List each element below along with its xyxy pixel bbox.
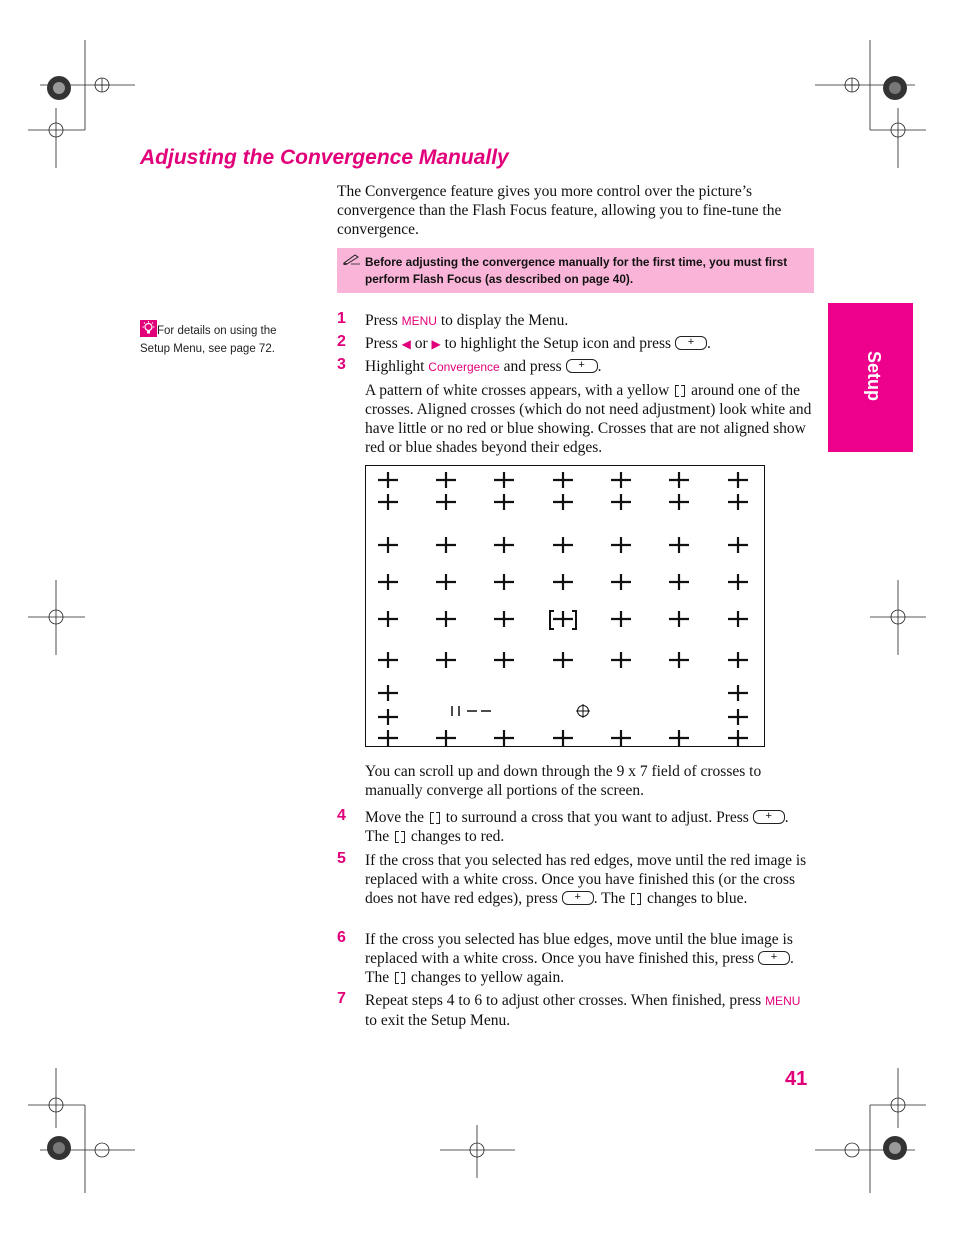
cross-mark [611, 472, 631, 488]
pencil-note-icon [343, 253, 361, 265]
step-7-number: 7 [337, 990, 346, 1007]
step-5-number: 5 [337, 850, 346, 867]
cross-mark [553, 537, 573, 553]
joystick-button-icon [566, 359, 598, 373]
cross-mark [494, 730, 514, 746]
cross-mark [611, 652, 631, 668]
step-6-text: If the cross you selected has blue edges, move until the blue image is replaced with a white cross. Once you have finished this, press +. The changes to yellow again. [365, 930, 813, 987]
tip-line-2: Setup Menu, see page 72. [140, 343, 275, 355]
cross-mark [494, 574, 514, 590]
cross-mark [669, 574, 689, 590]
cross-mark [494, 611, 514, 627]
status-indicator [452, 706, 491, 716]
step-5-text: If the cross that you selected has red edges, move until the red image is replaced with a white cross. Once you have finished this (or the cross does not have red edges), press +. The changes to blue. [365, 851, 813, 908]
scroll-paragraph: You can scroll up and down through the 9 x 7 field of crosses to manually converge all portions of the screen. [365, 763, 762, 799]
pattern-description: A pattern of white crosses appears, with a yellow around one of the crosses. Aligned crosses (which do not need adjustment) look white and have little or no red or blue showing. Crosses that are not aligned show red or blue shades beyond their edges. [365, 382, 812, 456]
cross-mark [378, 685, 398, 701]
note-text: Before adjusting the convergence manually for the first time, you must first perform Flash Focus (as described on page 40). [365, 255, 788, 286]
bracket-cursor-icon [430, 812, 440, 823]
step-3-number: 3 [337, 356, 346, 373]
cross-mark [728, 574, 748, 590]
cross-mark [378, 652, 398, 668]
cross-mark [669, 472, 689, 488]
cross-mark [669, 652, 689, 668]
step-4-number: 4 [337, 807, 346, 824]
cross-mark [728, 652, 748, 668]
convergence-screen [365, 465, 765, 747]
step-1-text: Press MENU to display the Menu. [365, 312, 569, 329]
cross-mark [728, 472, 748, 488]
cross-mark [378, 730, 398, 746]
cross-mark [728, 685, 748, 701]
cross-mark [728, 611, 748, 627]
cross-mark [494, 652, 514, 668]
step-2-text: Press ◀ or ▶ to highlight the Setup icon and press +. [365, 334, 815, 354]
joystick-button-icon [675, 336, 707, 350]
cross-mark [553, 472, 573, 488]
section-tab [828, 303, 913, 452]
lightbulb-icon [140, 320, 157, 337]
step-6-number: 6 [337, 929, 346, 946]
bracket-cursor-icon [675, 385, 685, 396]
cross-mark [494, 494, 514, 510]
cross-mark [378, 611, 398, 627]
cross-mark [728, 709, 748, 725]
section-tab-label: Setup [864, 351, 884, 402]
tip-line-1: For details on using the [157, 325, 277, 337]
cross-mark [669, 537, 689, 553]
joystick-button-icon [753, 810, 785, 824]
cross-mark [728, 730, 748, 746]
joystick-button-icon [562, 891, 594, 905]
step-3-text: Highlight Convergence and press +. [365, 357, 815, 377]
cross-mark [436, 472, 456, 488]
cross-mark [378, 537, 398, 553]
cross-mark [378, 494, 398, 510]
cross-mark [553, 494, 573, 510]
cross-mark [436, 494, 456, 510]
cross-mark [494, 537, 514, 553]
cross-mark [436, 652, 456, 668]
cross-mark [553, 611, 573, 627]
note-box [337, 248, 814, 293]
cross-mark [611, 537, 631, 553]
cross-mark [553, 730, 573, 746]
menu-key: MENU [401, 314, 437, 328]
bracket-cursor-icon [631, 893, 641, 904]
cross-mark [611, 574, 631, 590]
menu-key: MENU [765, 994, 801, 1008]
cross-mark [494, 472, 514, 488]
step-2-number: 2 [337, 333, 346, 350]
cross-mark [669, 730, 689, 746]
cross-mark [436, 574, 456, 590]
left-arrow-icon: ◀ [401, 337, 411, 351]
step-4-text: Move the to surround a cross that you want to adjust. Press +. The changes to red. [365, 808, 813, 846]
bracket-cursor-icon [395, 831, 405, 842]
cross-pattern [366, 466, 764, 746]
cross-mark [378, 709, 398, 725]
cross-mark [378, 472, 398, 488]
cross-mark [436, 537, 456, 553]
joystick-button-icon [758, 951, 790, 965]
cross-mark [436, 730, 456, 746]
cross-mark [669, 494, 689, 510]
cross-mark [436, 611, 456, 627]
target-icon [576, 704, 590, 718]
right-arrow-icon: ▶ [431, 337, 441, 351]
bracket-cursor-icon [395, 972, 405, 983]
cross-mark [553, 574, 573, 590]
cross-mark [378, 574, 398, 590]
cross-mark [611, 494, 631, 510]
convergence-key: Convergence [428, 360, 500, 374]
step-7-text: Repeat steps 4 to 6 to adjust other crosses. When finished, press MENU to exit the Setup Menu. [365, 992, 801, 1029]
cross-mark [669, 611, 689, 627]
page-number: 41 [785, 1068, 808, 1090]
cross-mark [728, 537, 748, 553]
cross-mark [553, 652, 573, 668]
cross-mark [611, 730, 631, 746]
tip-sidebar [140, 320, 290, 358]
cross-mark [728, 494, 748, 510]
intro-paragraph: The Convergence feature gives you more control over the picture’s convergence than the Flash Focus feature, allowing you to fine-tune the convergence. [337, 183, 782, 238]
cross-mark [611, 611, 631, 627]
page-title: Adjusting the Convergence Manually [140, 146, 509, 169]
step-1-number: 1 [337, 310, 346, 327]
